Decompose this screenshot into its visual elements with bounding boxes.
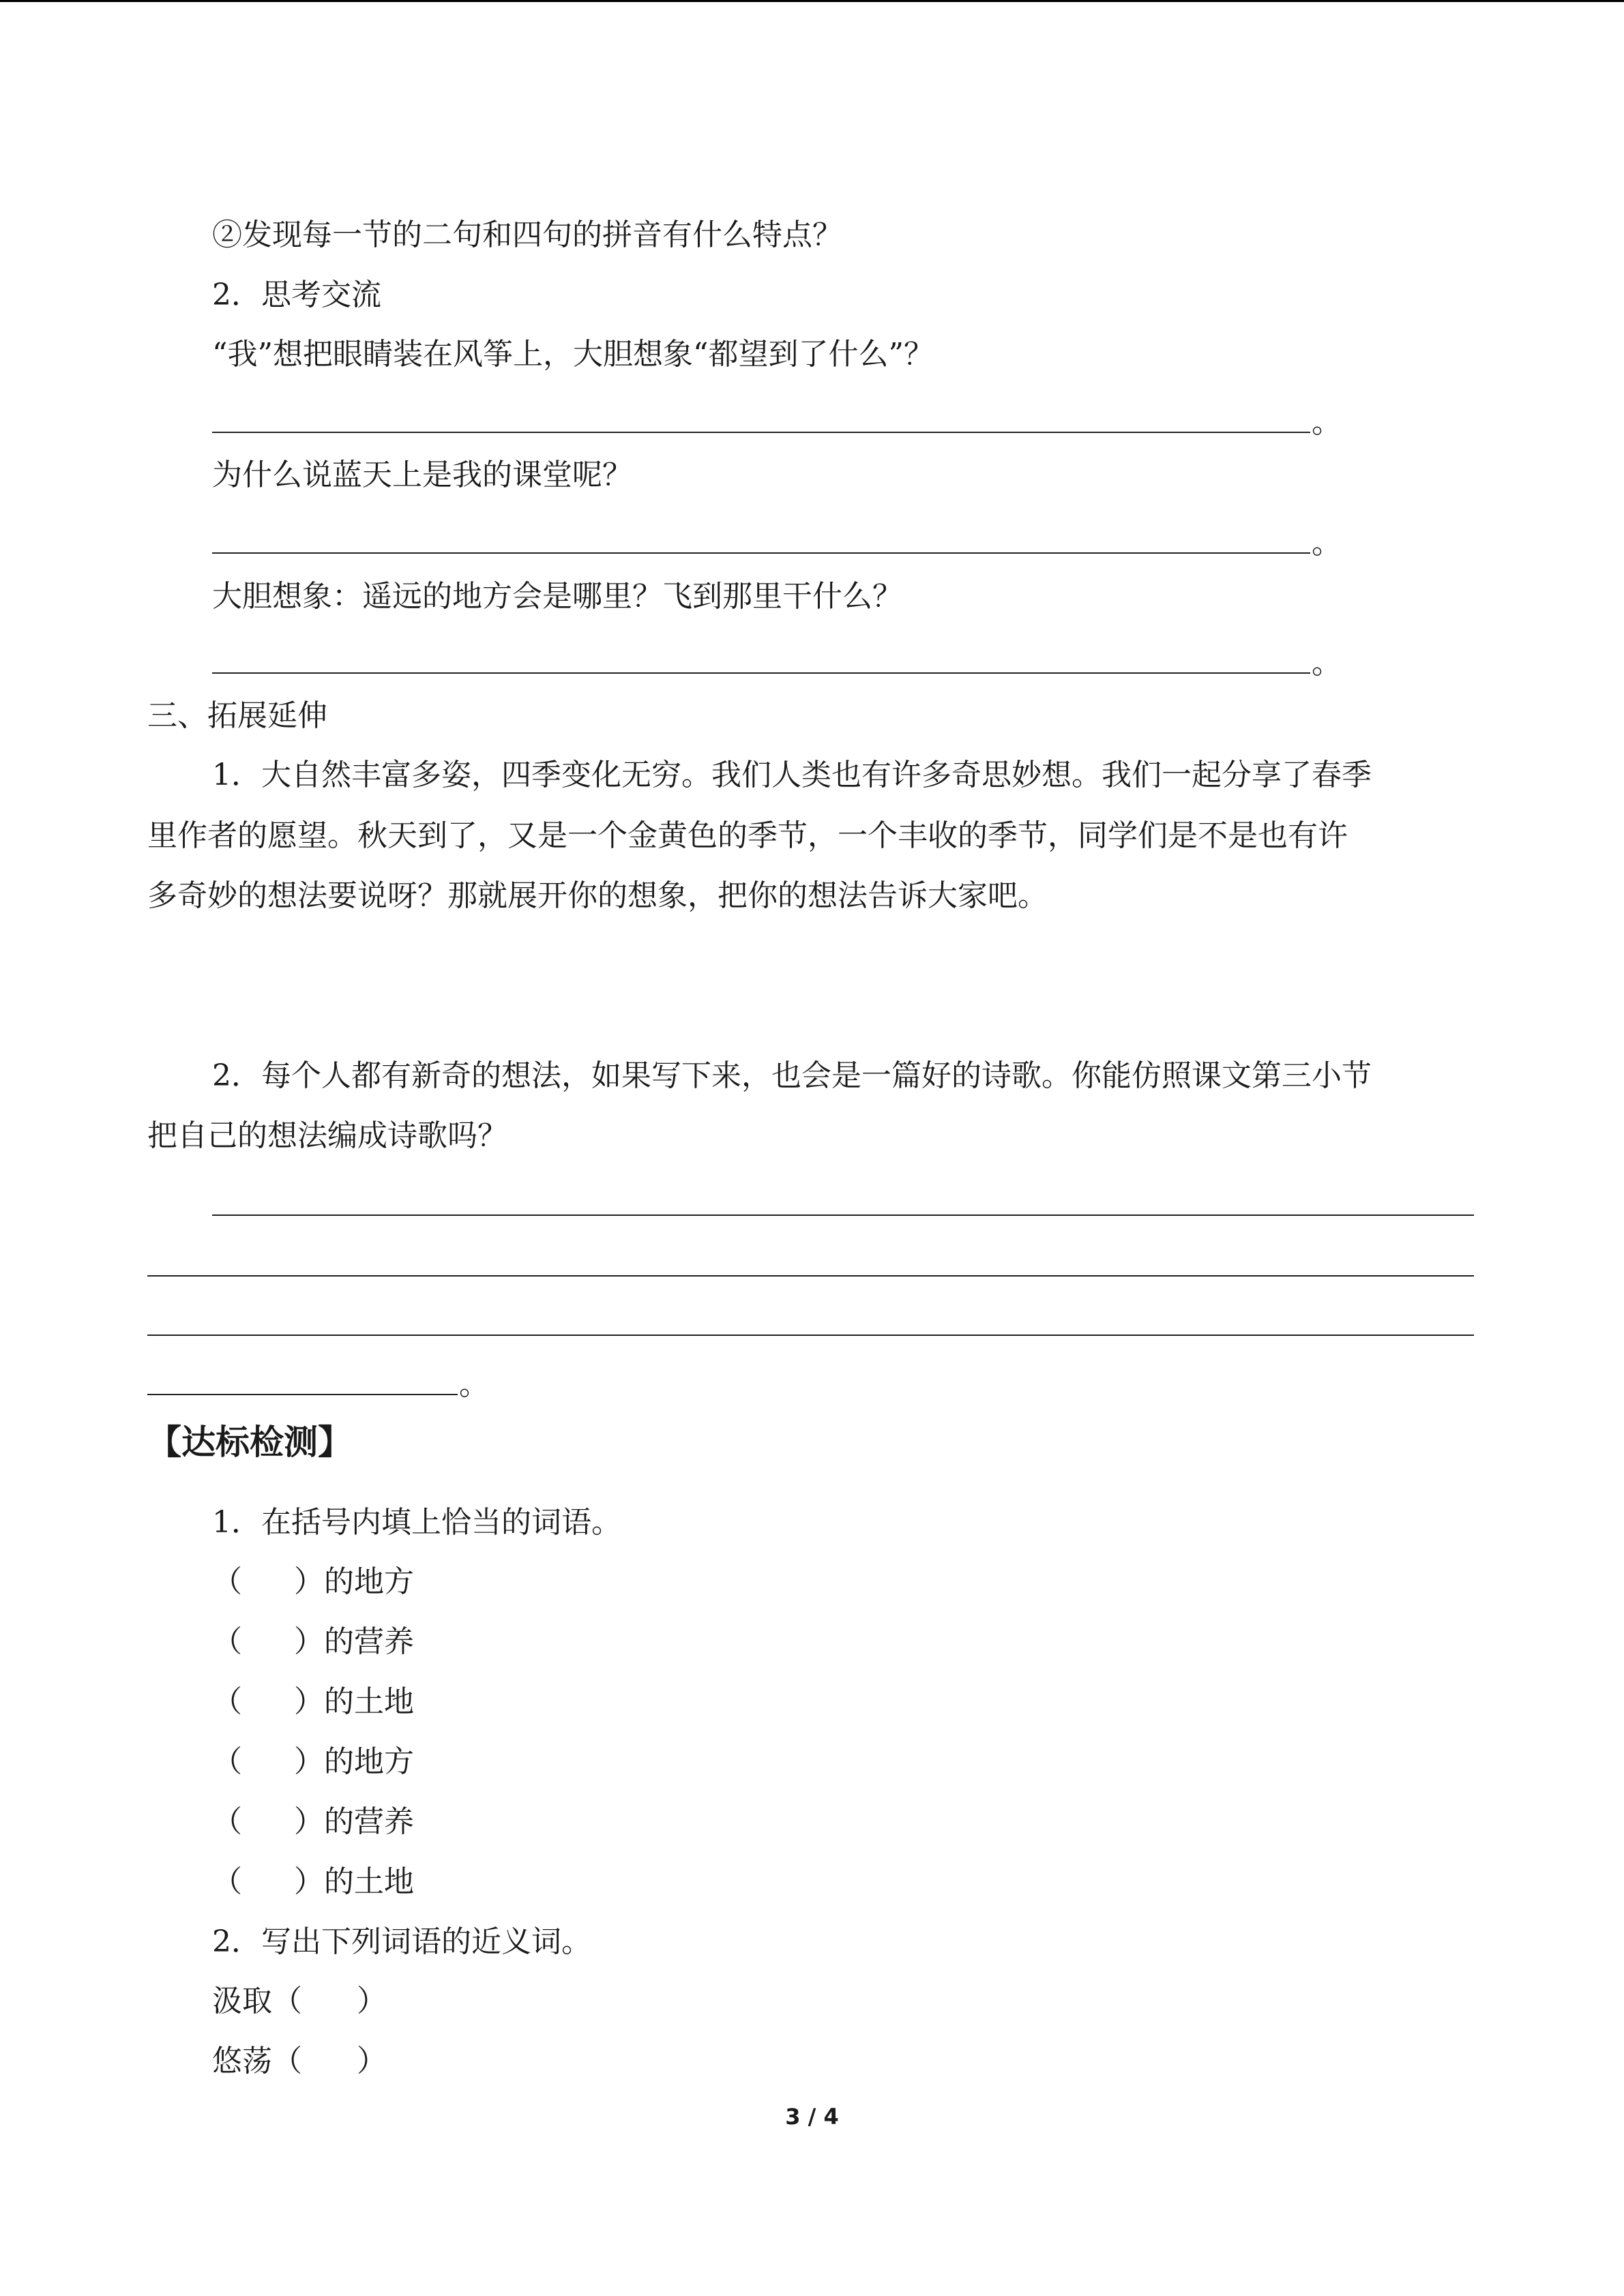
test-question-1: 1．在括号内填上恰当的词语。 <box>212 1505 621 1540</box>
fill-item-1: （ ）的地方 <box>212 1562 414 1602</box>
answer-line-1[interactable] <box>212 432 1310 433</box>
answer-line-2-period: 。 <box>1312 526 1342 561</box>
question-kite: “我”想把眼睛装在风筝上，大胆想象“都望到了什么”？ <box>212 337 934 372</box>
fill-item-5: （ ）的营养 <box>212 1802 414 1843</box>
answer-line-3[interactable] <box>212 672 1310 674</box>
top-border <box>0 0 1624 2</box>
poem-line-3[interactable] <box>147 1335 1474 1336</box>
extension-1-line-1: 1．大自然丰富多姿，四季变化无穷。我们人类也有许多奇思妙想。我们一起分享了春季 <box>212 758 1372 792</box>
open-paren[interactable]: （ <box>212 1804 242 1839</box>
test-heading: 【达标检测】 <box>147 1422 352 1462</box>
question-pinyin: ②发现每一节的二句和四句的拼音有什么特点？ <box>212 218 842 252</box>
question-faraway: 大胆想象：遥远的地方会是哪里？飞到那里干什么？ <box>212 579 902 614</box>
answer-line-1-period: 。 <box>1312 405 1342 440</box>
section-3-title: 三、拓展延伸 <box>147 698 327 733</box>
fill-item-4: （ ）的地方 <box>212 1742 414 1783</box>
open-paren[interactable]: （ <box>212 1744 242 1779</box>
extension-1-line-3: 多奇妙的想法要说呀？那就展开你的想象，把你的想法告诉大家吧。 <box>147 878 1048 913</box>
extension-1-line-2: 里作者的愿望。秋天到了，又是一个金黄色的季节，一个丰收的季节，同学们是不是也有许 <box>147 818 1348 853</box>
section-2-title: 2．思考交流 <box>212 278 381 312</box>
open-paren[interactable]: （ <box>212 1864 242 1899</box>
extension-2-line-1: 2．每个人都有新奇的想法，如果写下来，也会是一篇好的诗歌。你能仿照课文第三小节 <box>212 1058 1372 1093</box>
open-paren[interactable]: （ <box>212 1684 242 1719</box>
answer-line-2[interactable] <box>212 552 1310 554</box>
poem-line-4[interactable] <box>147 1394 458 1395</box>
poem-line-1[interactable] <box>212 1214 1474 1216</box>
fill-item-2: （ ）的营养 <box>212 1622 414 1663</box>
poem-line-4-period: 。 <box>459 1367 489 1402</box>
open-paren[interactable]: （ <box>212 1564 242 1599</box>
test-question-2: 2．写出下列词语的近义词。 <box>212 1924 591 1959</box>
page-number: 3 / 4 <box>785 2104 839 2130</box>
synonym-item-1: 汲取（ ） <box>212 1984 387 2018</box>
fill-item-3: （ ）的土地 <box>212 1682 414 1723</box>
answer-line-3-period: 。 <box>1312 646 1342 681</box>
fill-item-6: （ ）的土地 <box>212 1862 414 1903</box>
poem-line-2[interactable] <box>147 1275 1474 1277</box>
extension-2-line-2: 把自己的想法编成诗歌吗？ <box>147 1118 507 1153</box>
question-classroom: 为什么说蓝天上是我的课堂呢？ <box>212 458 632 492</box>
synonym-item-2: 悠荡（ ） <box>212 2044 387 2078</box>
open-paren[interactable]: （ <box>212 1624 242 1659</box>
